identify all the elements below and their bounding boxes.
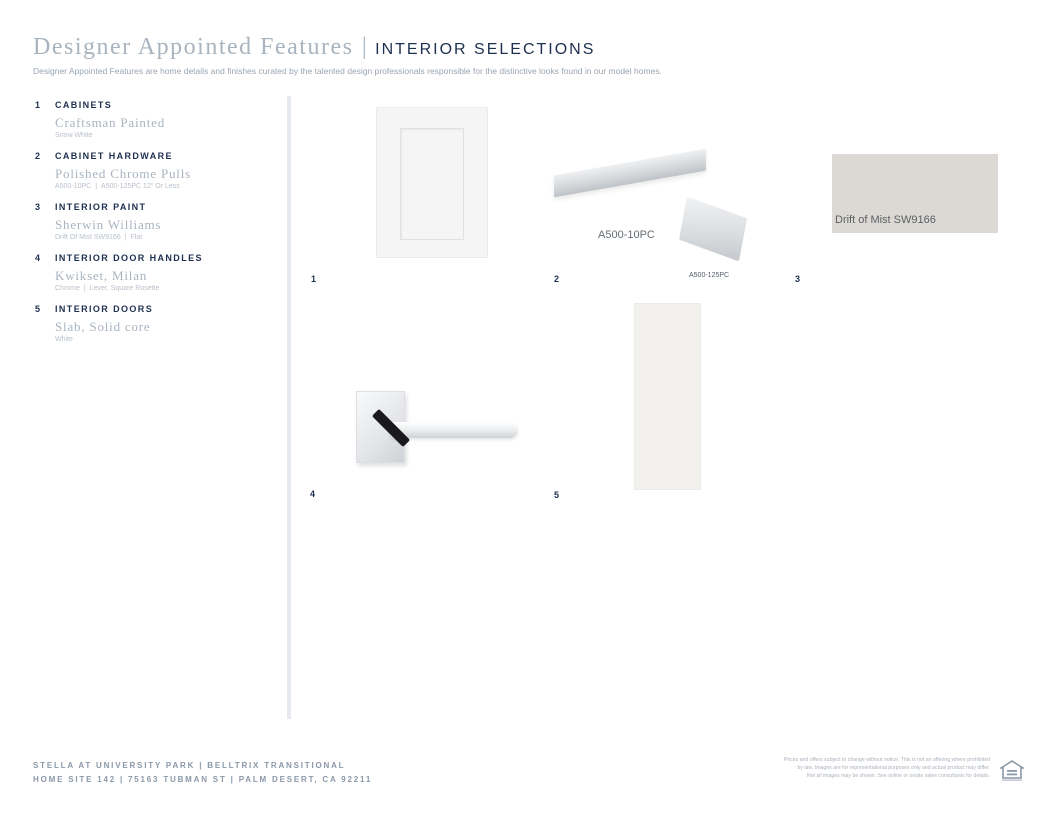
item-detail: Snow White xyxy=(55,132,93,139)
equal-housing-opportunity-icon xyxy=(1000,760,1024,782)
item-category: INTERIOR DOORS xyxy=(55,304,154,314)
page-subtitle: Designer Appointed Features are home details and finishes curated by the talented design professionals responsible for the distinctive looks found in our model homes. xyxy=(33,66,662,76)
image-label-2: 2 xyxy=(554,274,560,284)
long-pull-label: A500-10PC xyxy=(598,229,655,241)
footer-line-1: STELLA AT UNIVERSITY PARK | BELLTRIX TRANSITIONAL xyxy=(33,761,346,770)
page-header xyxy=(33,34,595,61)
item-category: INTERIOR DOOR HANDLES xyxy=(55,253,203,263)
item-detail: White xyxy=(55,336,73,343)
item-category: CABINETS xyxy=(55,100,113,110)
detail-separator: | xyxy=(124,234,127,241)
item-detail: Flat xyxy=(130,234,143,241)
disclaimer-line: Prices and offers subject to change without notice. This is not an offering where prohibited xyxy=(783,757,990,763)
item-number: 3 xyxy=(35,202,41,212)
swatch-label: Drift of Mist SW9166 xyxy=(835,214,936,226)
disclaimer-line: by law. Images are for representational purposes only and actual product may differ. xyxy=(797,765,990,771)
detail-separator: | xyxy=(83,285,86,292)
paint-swatch xyxy=(832,154,998,233)
item-detail: A500-125PC 12" Or Less xyxy=(101,183,180,190)
selection-item-cabinets xyxy=(35,100,280,151)
item-details xyxy=(55,285,159,292)
image-label-1: 1 xyxy=(311,274,317,284)
item-detail: Drift Of Mist SW9166 xyxy=(55,234,121,241)
footer-disclaimer xyxy=(660,756,990,780)
cabinet-pull-image xyxy=(550,138,750,263)
image-label-3: 3 xyxy=(795,274,801,284)
item-details xyxy=(55,183,180,190)
door-slab-image xyxy=(634,303,701,490)
item-category: INTERIOR PAINT xyxy=(55,202,147,212)
long-pull xyxy=(554,149,706,198)
selection-item-interior-doors xyxy=(35,304,280,355)
selection-item-interior-paint xyxy=(35,202,280,253)
item-detail: Chrome xyxy=(55,285,80,292)
item-selection: Polished Chrome Pulls xyxy=(55,166,191,181)
selection-item-door-handles xyxy=(35,253,280,304)
item-details xyxy=(55,336,73,343)
image-label-4: 4 xyxy=(310,489,316,499)
cabinet-panel xyxy=(400,128,464,240)
door-handle-image xyxy=(350,388,525,470)
selection-item-cabinet-hardware xyxy=(35,151,280,202)
item-number: 4 xyxy=(35,253,41,263)
cabinet-door-image xyxy=(376,107,488,258)
selection-list xyxy=(35,100,280,355)
item-selection: Sherwin Williams xyxy=(55,217,162,232)
page-title: Designer Appointed Features xyxy=(33,34,354,60)
footer-line-2: HOME SITE 142 | 75163 TUBMAN ST | PALM DESERT, CA 92211 xyxy=(33,775,373,784)
item-detail: Lever, Square Rosette xyxy=(89,285,160,292)
short-pull xyxy=(679,197,747,262)
section-title: INTERIOR SELECTIONS xyxy=(375,41,596,58)
footer-community xyxy=(33,759,372,787)
item-number: 2 xyxy=(35,151,41,161)
image-label-5: 5 xyxy=(554,490,560,500)
lever xyxy=(390,422,518,438)
item-selection: Slab, Solid core xyxy=(55,319,151,334)
item-number: 1 xyxy=(35,100,41,110)
item-category: CABINET HARDWARE xyxy=(55,151,173,161)
disclaimer-line: Not all images may be shown. See online or onsite sales consultants for details. xyxy=(806,773,990,779)
short-pull-label: A500-125PC xyxy=(689,272,730,279)
vertical-divider xyxy=(287,96,291,719)
item-details xyxy=(55,234,142,241)
item-detail: A500-10PC xyxy=(55,183,92,190)
item-selection: Craftsman Painted xyxy=(55,115,165,130)
item-details xyxy=(55,132,92,139)
title-divider: | xyxy=(361,34,367,60)
detail-separator: | xyxy=(95,183,98,190)
item-number: 5 xyxy=(35,304,41,314)
item-selection: Kwikset, Milan xyxy=(55,268,148,283)
